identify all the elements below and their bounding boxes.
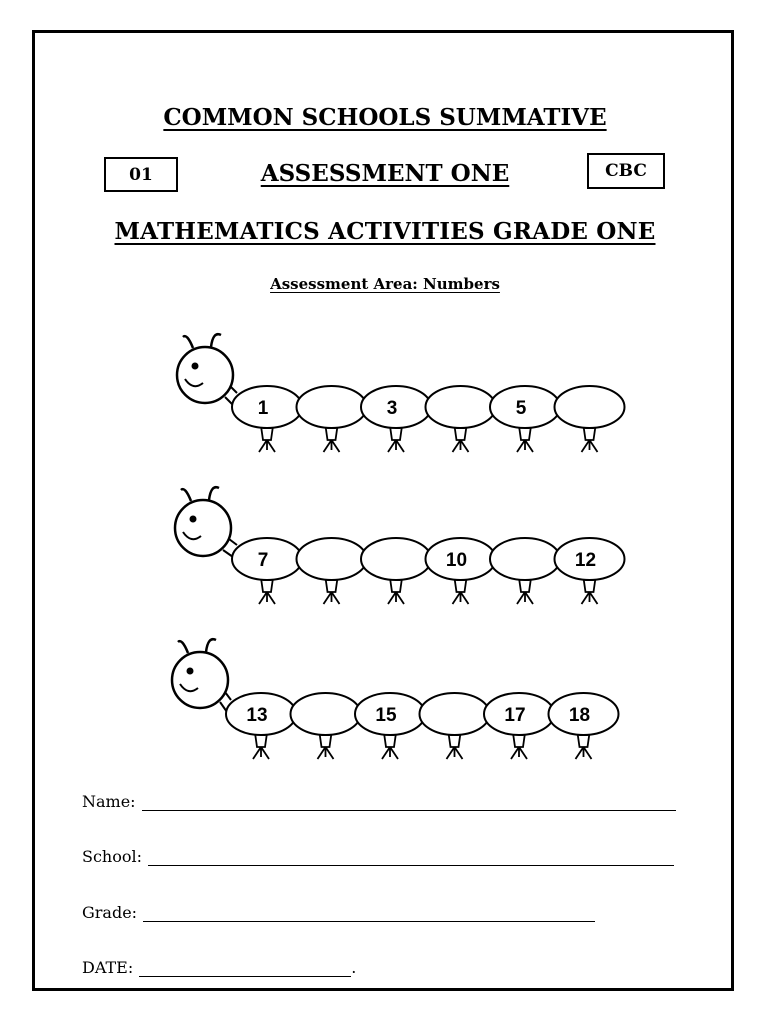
date-input-line[interactable] <box>139 958 351 977</box>
caterpillar-leg <box>582 578 598 604</box>
grade-field <box>82 903 595 922</box>
caterpillar-leg <box>388 426 404 452</box>
segment-number: 18 <box>568 705 591 726</box>
caterpillar-leg <box>382 733 398 759</box>
caterpillar-leg <box>453 426 469 452</box>
caterpillar-segment <box>297 538 367 580</box>
caterpillar-head <box>175 500 231 556</box>
school-field <box>82 847 674 866</box>
caterpillar-leg <box>576 733 592 759</box>
date-field <box>82 958 356 977</box>
caterpillar-eye <box>190 516 197 523</box>
caterpillar-head <box>172 652 228 708</box>
segment-number: 15 <box>375 705 397 726</box>
caterpillar-head <box>177 347 233 403</box>
name-field <box>82 792 676 811</box>
caterpillar-segment <box>297 386 367 428</box>
segment-number: 1 <box>257 398 269 419</box>
caterpillar-leg <box>511 733 527 759</box>
caterpillar-leg <box>318 733 334 759</box>
caterpillar-eye <box>192 363 199 370</box>
caterpillar <box>172 639 619 759</box>
grade-input-line[interactable] <box>143 903 595 922</box>
date-suffix: . <box>351 958 357 977</box>
segment-number: 17 <box>504 705 526 726</box>
caterpillar-leg <box>517 426 533 452</box>
title-assessment: ASSESSMENT ONE <box>260 160 510 187</box>
paper-number-box: 01 <box>104 157 178 192</box>
title-summative: COMMON SCHOOLS SUMMATIVE <box>163 104 607 131</box>
segment-number: 7 <box>257 550 269 571</box>
segment-number: 12 <box>574 550 597 571</box>
grade-label: Grade: <box>82 903 138 922</box>
caterpillar-eye <box>187 668 194 675</box>
name-input-line[interactable] <box>142 792 676 811</box>
school-label: School: <box>82 847 142 866</box>
caterpillar-leg <box>324 426 340 452</box>
name-label: Name: <box>82 792 136 811</box>
title-subject: MATHEMATICS ACTIVITIES GRADE ONE <box>114 218 656 245</box>
caterpillar <box>175 487 625 604</box>
caterpillar-segment <box>426 386 496 428</box>
date-label: DATE: <box>82 958 134 977</box>
caterpillar-leg <box>324 578 340 604</box>
caterpillar-leg <box>582 426 598 452</box>
segment-number: 13 <box>246 705 268 726</box>
caterpillar-segment <box>490 538 560 580</box>
caterpillar-segment <box>291 693 361 735</box>
segment-number: 3 <box>386 398 398 419</box>
caterpillar-exercise <box>0 330 770 770</box>
caterpillar-segment <box>361 538 431 580</box>
caterpillar-segment <box>555 386 625 428</box>
caterpillar-segment <box>420 693 490 735</box>
caterpillar-leg <box>453 578 469 604</box>
assessment-area: Assessment Area: Numbers <box>270 275 500 293</box>
caterpillar <box>177 334 625 452</box>
caterpillar-leg <box>388 578 404 604</box>
segment-number: 10 <box>445 550 468 571</box>
school-input-line[interactable] <box>148 847 674 866</box>
caterpillar-leg <box>253 733 269 759</box>
caterpillar-leg <box>517 578 533 604</box>
caterpillar-leg <box>447 733 463 759</box>
curriculum-box: CBC <box>587 153 665 189</box>
segment-number: 5 <box>515 398 527 419</box>
caterpillar-leg <box>259 578 275 604</box>
caterpillar-leg <box>259 426 275 452</box>
